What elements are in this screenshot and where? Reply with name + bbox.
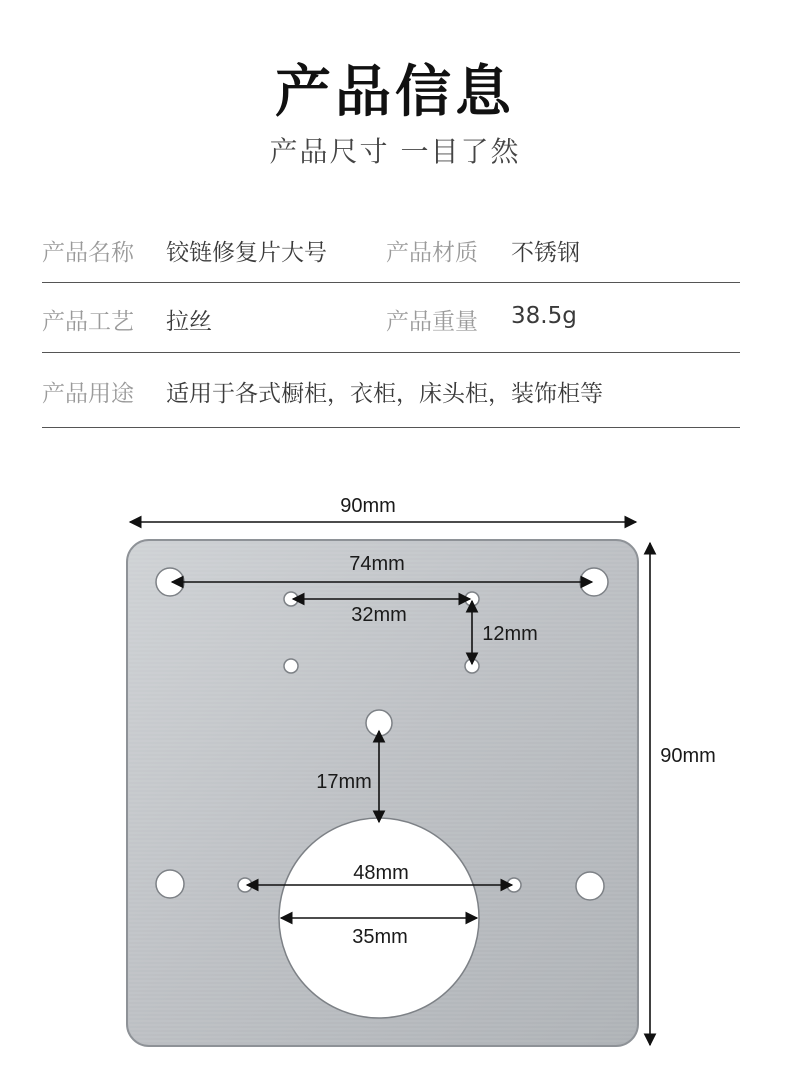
process-label: 产品工艺 bbox=[42, 309, 134, 335]
spec-row-name-material bbox=[42, 214, 740, 283]
spec-table bbox=[42, 214, 740, 428]
page-title: 产品信息 bbox=[275, 60, 515, 125]
hole-bottom-right bbox=[576, 872, 604, 900]
dim-17-label: 17mm bbox=[316, 771, 372, 793]
spec-row-usage bbox=[42, 353, 740, 428]
dim-35-label: 35mm bbox=[352, 926, 408, 948]
dim-width-label: 90mm bbox=[340, 495, 396, 517]
usage-label: 产品用途 bbox=[42, 381, 134, 407]
weight-value: 38.5g bbox=[511, 303, 577, 329]
dim-12-label: 12mm bbox=[482, 623, 538, 645]
plate-dimension-diagram bbox=[0, 470, 790, 1070]
name-value: 铰链修复片大号 bbox=[166, 240, 327, 266]
weight-label: 产品重量 bbox=[386, 309, 478, 335]
hole-small-3 bbox=[284, 659, 298, 673]
material-value: 不锈钢 bbox=[511, 240, 580, 266]
usage-value: 适用于各式橱柜，衣柜，床头柜，装饰柜等 bbox=[166, 381, 603, 407]
process-value: 拉丝 bbox=[166, 309, 212, 335]
dim-48-label: 48mm bbox=[353, 862, 409, 884]
spec-row-process-weight bbox=[42, 283, 740, 353]
hole-bottom-left bbox=[156, 870, 184, 898]
dim-height-label: 90mm bbox=[660, 745, 716, 767]
dim-32-label: 32mm bbox=[351, 604, 407, 626]
material-label: 产品材质 bbox=[386, 240, 478, 266]
dim-74-label: 74mm bbox=[349, 553, 405, 575]
page-subtitle: 产品尺寸 一目了然 bbox=[269, 135, 521, 168]
name-label: 产品名称 bbox=[42, 240, 134, 266]
